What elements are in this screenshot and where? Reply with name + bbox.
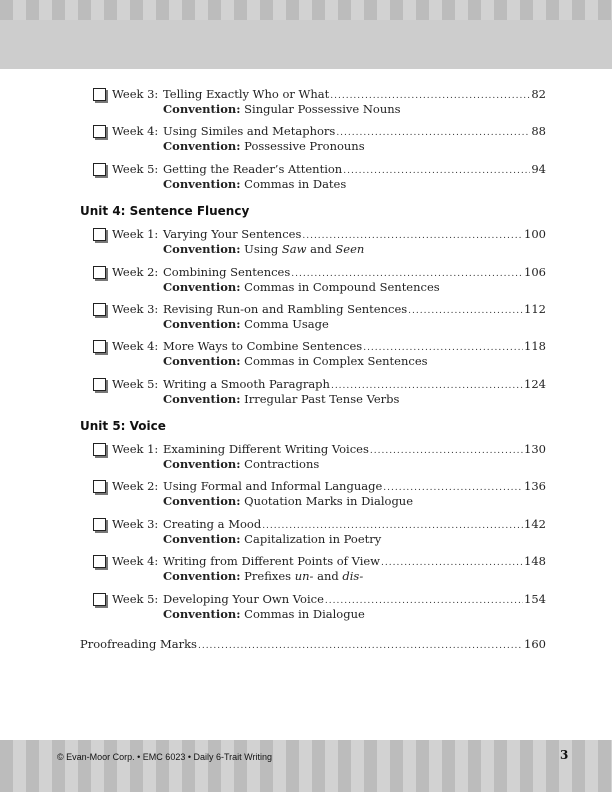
convention-text: Prefixes <box>240 569 295 583</box>
leader-dots <box>331 379 523 393</box>
convention-line <box>163 457 319 471</box>
page-number: 88 <box>531 124 546 138</box>
page-number: 112 <box>524 302 546 316</box>
leader-dots <box>291 267 523 281</box>
convention-line <box>163 354 428 368</box>
convention-italic: Seen <box>335 242 365 256</box>
convention-text: and <box>306 242 336 256</box>
toc-entry[interactable] <box>93 592 553 622</box>
page-number: 160 <box>524 637 546 651</box>
leader-dots <box>325 594 523 608</box>
lesson-title: Developing Your Own Voice <box>163 592 324 606</box>
convention-text: Quotation Marks in Dialogue <box>240 494 414 508</box>
convention-line <box>163 392 399 406</box>
leader-dots <box>370 444 523 458</box>
unit-heading: Unit 4: Sentence Fluency <box>80 204 250 218</box>
lesson-title: Telling Exactly Who or What <box>163 87 330 101</box>
toc-entry[interactable] <box>93 87 553 117</box>
lesson-title: Proofreading Marks <box>80 637 197 651</box>
convention-label: Convention: <box>163 102 241 116</box>
lesson-title: Using Similes and Metaphors <box>163 124 336 138</box>
convention-line <box>163 607 365 621</box>
convention-text: Capitalization in Poetry <box>240 532 382 546</box>
lesson-title: Writing a Smooth Paragraph <box>163 377 330 391</box>
checkbox[interactable] <box>93 88 106 101</box>
lesson-title: Combining Sentences <box>163 265 291 279</box>
page-number: 106 <box>524 265 546 279</box>
header-band-solid <box>0 20 612 69</box>
lesson-title: Writing from Different Points of View <box>163 554 381 568</box>
convention-italic: un- <box>294 569 314 583</box>
convention-label: Convention: <box>163 177 241 191</box>
toc-entry[interactable] <box>93 162 553 192</box>
convention-line <box>163 280 440 294</box>
convention-text: Commas in Dialogue <box>240 607 365 621</box>
lesson-title: More Ways to Combine Sentences <box>163 339 363 353</box>
toc-entry[interactable] <box>93 442 553 472</box>
page-number: 154 <box>524 592 546 606</box>
convention-line <box>163 139 365 153</box>
convention-label: Convention: <box>163 242 241 256</box>
checkbox[interactable] <box>93 443 106 456</box>
convention-text: Commas in Complex Sentences <box>240 354 428 368</box>
checkbox[interactable] <box>93 125 106 138</box>
leader-dots <box>381 556 523 570</box>
checkbox[interactable] <box>93 228 106 241</box>
convention-text: Irregular Past Tense Verbs <box>240 392 400 406</box>
week-label: Week 1: <box>112 227 159 241</box>
leader-dots <box>330 89 530 103</box>
lesson-title: Creating a Mood <box>163 517 262 531</box>
week-label: Week 1: <box>112 442 159 456</box>
week-label: Week 2: <box>112 479 159 493</box>
convention-text: Possessive Pronouns <box>240 139 365 153</box>
convention-text: Using <box>240 242 282 256</box>
convention-text: Commas in Compound Sentences <box>240 280 440 294</box>
convention-italic: Saw <box>281 242 307 256</box>
convention-text: Comma Usage <box>240 317 329 331</box>
page-number: 148 <box>524 554 546 568</box>
leader-dots <box>336 126 530 140</box>
checkbox[interactable] <box>93 340 106 353</box>
convention-line <box>163 242 364 256</box>
convention-label: Convention: <box>163 607 241 621</box>
leader-dots <box>262 519 523 533</box>
checkbox[interactable] <box>93 518 106 531</box>
toc-entry[interactable] <box>93 302 553 332</box>
checkbox[interactable] <box>93 163 106 176</box>
convention-label: Convention: <box>163 532 241 546</box>
week-label: Week 3: <box>112 517 159 531</box>
convention-line <box>163 317 329 331</box>
page-number: 124 <box>524 377 546 391</box>
checkbox[interactable] <box>93 266 106 279</box>
toc-entry[interactable] <box>93 377 553 407</box>
toc-entry-proofreading[interactable] <box>80 637 546 653</box>
convention-italic: dis- <box>342 569 364 583</box>
unit-heading: Unit 5: Voice <box>80 419 166 433</box>
checkbox[interactable] <box>93 378 106 391</box>
leader-dots <box>302 229 523 243</box>
convention-text: Singular Possessive Nouns <box>240 102 401 116</box>
footer-credit: © Evan-Moor Corp. • EMC 6023 • Daily 6-Trait Writing <box>57 752 272 762</box>
convention-label: Convention: <box>163 139 241 153</box>
convention-line <box>163 102 401 116</box>
leader-dots <box>408 304 523 318</box>
page-number: 94 <box>531 162 546 176</box>
week-label: Week 5: <box>112 592 159 606</box>
page-number: 118 <box>524 339 546 353</box>
footer-page-number: 3 <box>560 748 569 762</box>
toc-entry[interactable] <box>93 124 553 154</box>
convention-label: Convention: <box>163 317 241 331</box>
convention-line <box>163 177 346 191</box>
week-label: Week 4: <box>112 339 159 353</box>
checkbox[interactable] <box>93 303 106 316</box>
leader-dots <box>343 164 530 178</box>
toc-entry[interactable] <box>93 479 553 509</box>
week-label: Week 3: <box>112 302 159 316</box>
convention-line <box>163 532 381 546</box>
page-number: 100 <box>524 227 546 241</box>
checkbox[interactable] <box>93 480 106 493</box>
week-label: Week 5: <box>112 377 159 391</box>
week-label: Week 4: <box>112 554 159 568</box>
lesson-title: Examining Different Writing Voices <box>163 442 369 456</box>
lesson-title: Varying Your Sentences <box>163 227 302 241</box>
page-number: 82 <box>531 87 546 101</box>
week-label: Week 3: <box>112 87 159 101</box>
convention-line <box>163 494 413 508</box>
convention-label: Convention: <box>163 569 241 583</box>
toc-entry[interactable] <box>93 517 553 547</box>
convention-label: Convention: <box>163 457 241 471</box>
leader-dots <box>383 481 523 495</box>
convention-label: Convention: <box>163 494 241 508</box>
leader-dots <box>363 341 523 355</box>
toc-entry[interactable] <box>93 339 553 369</box>
toc-entry[interactable] <box>93 227 553 257</box>
convention-text: Commas in Dates <box>240 177 347 191</box>
page-number: 136 <box>524 479 546 493</box>
convention-line <box>163 569 363 583</box>
checkbox[interactable] <box>93 593 106 606</box>
week-label: Week 4: <box>112 124 159 138</box>
leader-dots <box>198 639 523 653</box>
toc-entry[interactable] <box>93 265 553 295</box>
convention-label: Convention: <box>163 280 241 294</box>
page-number: 142 <box>524 517 546 531</box>
lesson-title: Getting the Reader’s Attention <box>163 162 343 176</box>
page-number: 130 <box>524 442 546 456</box>
checkbox[interactable] <box>93 555 106 568</box>
lesson-title: Using Formal and Informal Language <box>163 479 383 493</box>
week-label: Week 5: <box>112 162 159 176</box>
convention-label: Convention: <box>163 354 241 368</box>
convention-label: Convention: <box>163 392 241 406</box>
convention-text: Contractions <box>240 457 320 471</box>
footer-band <box>0 740 612 792</box>
week-label: Week 2: <box>112 265 159 279</box>
toc-entry[interactable] <box>93 554 553 584</box>
lesson-title: Revising Run-on and Rambling Sentences <box>163 302 408 316</box>
header-band <box>0 0 612 20</box>
convention-text: and <box>313 569 343 583</box>
